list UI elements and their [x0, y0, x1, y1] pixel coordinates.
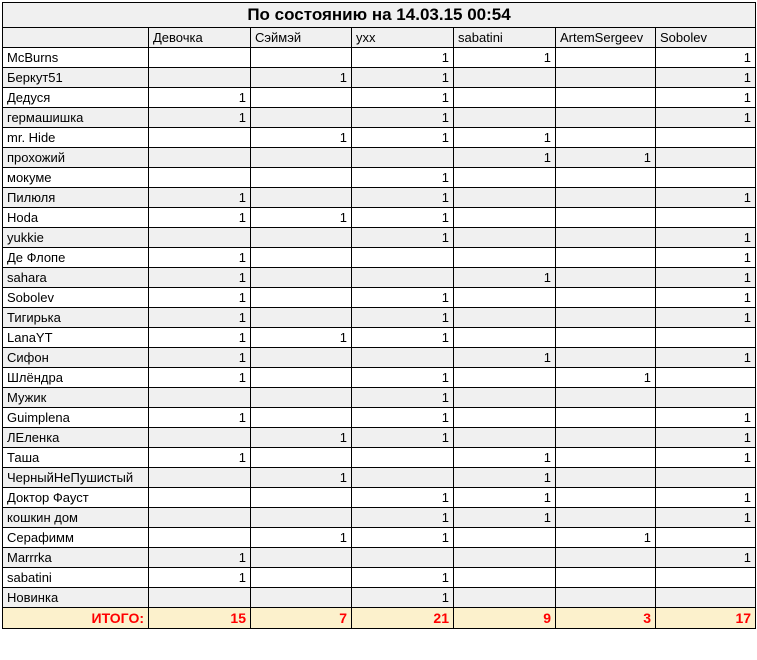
value-cell — [454, 68, 556, 88]
value-cell — [352, 348, 454, 368]
value-cell — [352, 548, 454, 568]
value-cell: 1 — [352, 308, 454, 328]
value-cell: 1 — [149, 208, 251, 228]
row-name-cell: Таша — [3, 448, 149, 468]
value-cell: 1 — [149, 308, 251, 328]
column-header: Девочка — [149, 28, 251, 48]
value-cell — [556, 508, 656, 528]
value-cell — [352, 268, 454, 288]
value-cell: 1 — [454, 508, 556, 528]
page-title: По состоянию на 14.03.15 00:54 — [3, 3, 756, 28]
value-cell — [556, 268, 656, 288]
row-name-cell: Мужик — [3, 388, 149, 408]
table-row — [3, 108, 756, 128]
corner-cell — [3, 28, 149, 48]
value-cell — [251, 588, 352, 608]
table-row — [3, 568, 756, 588]
value-cell — [149, 48, 251, 68]
table-row — [3, 328, 756, 348]
value-cell — [656, 148, 756, 168]
value-cell — [149, 388, 251, 408]
table-row — [3, 348, 756, 368]
value-cell: 1 — [251, 208, 352, 228]
row-name-cell: Sobolev — [3, 288, 149, 308]
row-name-cell: кошкин дом — [3, 508, 149, 528]
row-name-cell: Guimplena — [3, 408, 149, 428]
value-cell — [556, 228, 656, 248]
value-cell — [556, 448, 656, 468]
row-name-cell: Сифон — [3, 348, 149, 368]
value-cell: 1 — [352, 88, 454, 108]
value-cell: 1 — [149, 88, 251, 108]
value-cell: 1 — [352, 508, 454, 528]
value-cell — [352, 148, 454, 168]
value-cell — [251, 508, 352, 528]
row-name-cell: sabatini — [3, 568, 149, 588]
value-cell: 1 — [352, 588, 454, 608]
column-header: Сэймэй — [251, 28, 352, 48]
value-cell: 1 — [352, 108, 454, 128]
value-cell — [454, 428, 556, 448]
value-cell — [149, 588, 251, 608]
value-cell: 1 — [149, 368, 251, 388]
value-cell — [556, 288, 656, 308]
value-cell: 1 — [656, 268, 756, 288]
value-cell: 1 — [251, 68, 352, 88]
value-cell: 1 — [454, 48, 556, 68]
row-name-cell: ЛЕленка — [3, 428, 149, 448]
value-cell: 1 — [352, 188, 454, 208]
value-cell — [251, 448, 352, 468]
value-cell — [656, 568, 756, 588]
value-cell — [352, 448, 454, 468]
value-cell: 1 — [149, 328, 251, 348]
value-cell: 1 — [656, 308, 756, 328]
value-cell — [656, 388, 756, 408]
row-name-cell: Новинка — [3, 588, 149, 608]
table-row — [3, 528, 756, 548]
value-cell — [656, 208, 756, 228]
value-cell: 1 — [149, 408, 251, 428]
row-name-cell: Серафимм — [3, 528, 149, 548]
row-name-cell: мокуме — [3, 168, 149, 188]
row-name-cell: mr. Hide — [3, 128, 149, 148]
value-cell — [556, 548, 656, 568]
value-cell: 1 — [251, 128, 352, 148]
value-cell — [656, 168, 756, 188]
value-cell — [656, 328, 756, 348]
value-cell: 1 — [454, 148, 556, 168]
value-cell — [149, 168, 251, 188]
value-cell — [454, 548, 556, 568]
value-cell: 1 — [656, 48, 756, 68]
value-cell — [656, 588, 756, 608]
row-name-cell: LanaYT — [3, 328, 149, 348]
value-cell — [149, 148, 251, 168]
value-cell: 1 — [454, 488, 556, 508]
value-cell — [454, 368, 556, 388]
value-cell: 1 — [656, 448, 756, 468]
value-cell — [656, 368, 756, 388]
value-cell: 1 — [656, 548, 756, 568]
row-name-cell: Дедуся — [3, 88, 149, 108]
row-name-cell: McBurns — [3, 48, 149, 68]
value-cell — [149, 428, 251, 448]
row-name-cell: Тигирька — [3, 308, 149, 328]
value-cell — [556, 68, 656, 88]
value-cell — [251, 188, 352, 208]
table-row — [3, 428, 756, 448]
value-cell — [556, 128, 656, 148]
value-cell: 1 — [251, 468, 352, 488]
column-header: ухх — [352, 28, 454, 48]
value-cell: 1 — [656, 228, 756, 248]
table-row — [3, 268, 756, 288]
column-header: sabatini — [454, 28, 556, 48]
value-cell — [454, 208, 556, 228]
value-cell — [556, 568, 656, 588]
value-cell — [454, 388, 556, 408]
value-cell — [454, 528, 556, 548]
value-cell: 1 — [656, 428, 756, 448]
totals-row — [3, 608, 756, 629]
value-cell: 1 — [352, 428, 454, 448]
row-name-cell: Пилюля — [3, 188, 149, 208]
value-cell — [454, 408, 556, 428]
row-name-cell: ЧерныйНеПушистый — [3, 468, 149, 488]
report-table — [2, 2, 756, 629]
value-cell: 1 — [656, 68, 756, 88]
value-cell: 1 — [352, 228, 454, 248]
table-row — [3, 208, 756, 228]
value-cell: 1 — [352, 208, 454, 228]
table-row — [3, 468, 756, 488]
value-cell — [556, 428, 656, 448]
table-row — [3, 168, 756, 188]
value-cell: 1 — [149, 448, 251, 468]
value-cell — [454, 288, 556, 308]
row-name-cell: Marrrka — [3, 548, 149, 568]
value-cell — [251, 308, 352, 328]
column-header: Sobolev — [656, 28, 756, 48]
value-cell: 1 — [149, 268, 251, 288]
value-cell — [251, 488, 352, 508]
value-cell: 1 — [251, 428, 352, 448]
value-cell — [454, 228, 556, 248]
value-cell — [454, 188, 556, 208]
value-cell: 1 — [149, 248, 251, 268]
row-name-cell: yukkie — [3, 228, 149, 248]
table-row — [3, 488, 756, 508]
value-cell — [656, 468, 756, 488]
value-cell — [251, 548, 352, 568]
value-cell: 1 — [454, 448, 556, 468]
value-cell — [454, 568, 556, 588]
value-cell — [149, 528, 251, 548]
value-cell: 1 — [352, 368, 454, 388]
row-name-cell: Шлёндра — [3, 368, 149, 388]
value-cell — [556, 388, 656, 408]
value-cell — [454, 308, 556, 328]
value-cell — [556, 88, 656, 108]
table-row — [3, 548, 756, 568]
value-cell: 1 — [352, 68, 454, 88]
value-cell — [556, 468, 656, 488]
table-row — [3, 248, 756, 268]
table-row — [3, 228, 756, 248]
value-cell: 1 — [352, 328, 454, 348]
value-cell — [454, 108, 556, 128]
value-cell: 1 — [352, 488, 454, 508]
title-row — [3, 3, 756, 28]
value-cell: 1 — [352, 388, 454, 408]
value-cell: 1 — [454, 268, 556, 288]
row-name-cell: прохожий — [3, 148, 149, 168]
value-cell: 1 — [556, 148, 656, 168]
value-cell: 1 — [149, 348, 251, 368]
value-cell — [149, 68, 251, 88]
value-cell: 1 — [454, 348, 556, 368]
value-cell: 1 — [149, 548, 251, 568]
value-cell — [251, 88, 352, 108]
total-value-cell: 17 — [656, 608, 756, 629]
value-cell — [149, 488, 251, 508]
row-name-cell: Де Флопе — [3, 248, 149, 268]
value-cell — [251, 348, 352, 368]
value-cell — [251, 228, 352, 248]
table-row — [3, 368, 756, 388]
value-cell — [454, 588, 556, 608]
value-cell — [556, 48, 656, 68]
table-row — [3, 188, 756, 208]
value-cell: 1 — [149, 108, 251, 128]
value-cell — [352, 468, 454, 488]
value-cell: 1 — [656, 348, 756, 368]
value-cell — [352, 248, 454, 268]
table-row — [3, 68, 756, 88]
value-cell: 1 — [656, 408, 756, 428]
value-cell — [556, 208, 656, 228]
value-cell: 1 — [656, 288, 756, 308]
value-cell: 1 — [352, 528, 454, 548]
value-cell: 1 — [656, 488, 756, 508]
table-row — [3, 148, 756, 168]
value-cell — [454, 248, 556, 268]
total-value-cell: 15 — [149, 608, 251, 629]
value-cell — [556, 188, 656, 208]
value-cell — [251, 248, 352, 268]
row-name-cell: гермашишка — [3, 108, 149, 128]
value-cell — [556, 488, 656, 508]
value-cell: 1 — [556, 368, 656, 388]
table-row — [3, 448, 756, 468]
table-row — [3, 48, 756, 68]
total-value-cell: 7 — [251, 608, 352, 629]
value-cell — [251, 408, 352, 428]
value-cell: 1 — [656, 188, 756, 208]
table-row — [3, 88, 756, 108]
total-value-cell: 3 — [556, 608, 656, 629]
value-cell — [556, 108, 656, 128]
value-cell: 1 — [251, 328, 352, 348]
value-cell: 1 — [149, 288, 251, 308]
table-row — [3, 128, 756, 148]
value-cell: 1 — [656, 108, 756, 128]
value-cell — [251, 168, 352, 188]
row-name-cell: sahara — [3, 268, 149, 288]
value-cell — [656, 128, 756, 148]
value-cell: 1 — [656, 508, 756, 528]
table-row — [3, 588, 756, 608]
value-cell — [251, 148, 352, 168]
value-cell: 1 — [556, 528, 656, 548]
table-row — [3, 508, 756, 528]
value-cell: 1 — [454, 468, 556, 488]
value-cell — [149, 468, 251, 488]
value-cell: 1 — [352, 128, 454, 148]
value-cell — [251, 268, 352, 288]
value-cell: 1 — [656, 88, 756, 108]
table-row — [3, 408, 756, 428]
value-cell: 1 — [352, 48, 454, 68]
value-cell — [656, 528, 756, 548]
table-row — [3, 308, 756, 328]
value-cell — [251, 388, 352, 408]
column-header: ArtemSergeev — [556, 28, 656, 48]
value-cell: 1 — [352, 168, 454, 188]
value-cell — [556, 408, 656, 428]
column-header-row — [3, 28, 756, 48]
table-row — [3, 288, 756, 308]
value-cell — [149, 128, 251, 148]
value-cell — [556, 328, 656, 348]
value-cell — [251, 568, 352, 588]
value-cell — [556, 348, 656, 368]
row-name-cell: Hoda — [3, 208, 149, 228]
value-cell: 1 — [656, 248, 756, 268]
value-cell — [251, 108, 352, 128]
totals-label: ИТОГО: — [3, 608, 149, 629]
value-cell: 1 — [352, 288, 454, 308]
value-cell: 1 — [352, 568, 454, 588]
value-cell — [556, 248, 656, 268]
value-cell — [556, 588, 656, 608]
value-cell — [454, 168, 556, 188]
row-name-cell: Беркут51 — [3, 68, 149, 88]
value-cell — [556, 308, 656, 328]
value-cell — [454, 328, 556, 348]
value-cell: 1 — [251, 528, 352, 548]
value-cell — [149, 228, 251, 248]
value-cell — [251, 48, 352, 68]
value-cell — [454, 88, 556, 108]
total-value-cell: 21 — [352, 608, 454, 629]
value-cell — [251, 288, 352, 308]
value-cell: 1 — [454, 128, 556, 148]
row-name-cell: Доктор Фауст — [3, 488, 149, 508]
value-cell — [251, 368, 352, 388]
total-value-cell: 9 — [454, 608, 556, 629]
value-cell — [556, 168, 656, 188]
table-body — [3, 48, 756, 608]
value-cell — [149, 508, 251, 528]
value-cell: 1 — [352, 408, 454, 428]
value-cell: 1 — [149, 188, 251, 208]
value-cell: 1 — [149, 568, 251, 588]
table-row — [3, 388, 756, 408]
